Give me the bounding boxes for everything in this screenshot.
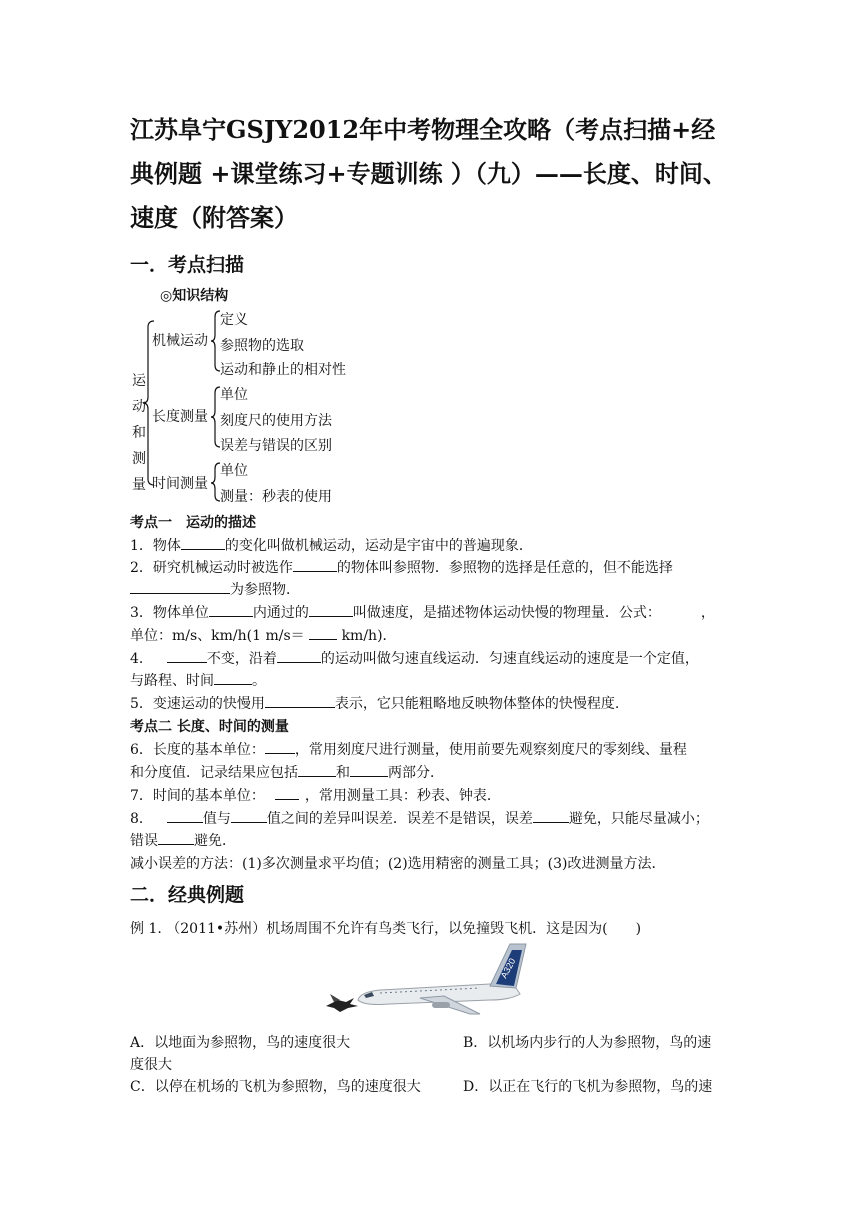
branch-item: 参照物的选取 bbox=[220, 338, 304, 354]
text: 的变化叫做机械运动，运动是宇宙中的普遍现象． bbox=[224, 538, 533, 554]
question-3-cont bbox=[130, 625, 397, 647]
brace-time bbox=[211, 463, 220, 501]
branch-item: 定义 bbox=[220, 312, 248, 328]
branch-item: 运动和静止的相对性 bbox=[220, 362, 346, 378]
option-c: C．以停在机场的飞机为参照物，鸟的速度很大 bbox=[130, 1079, 421, 1095]
text: 值与 bbox=[202, 811, 231, 827]
fill-blank bbox=[298, 762, 336, 777]
branch-mechanical-motion: 机械运动 bbox=[152, 333, 208, 349]
fill-blank bbox=[350, 762, 388, 777]
fill-blank bbox=[181, 535, 225, 550]
question-5 bbox=[130, 693, 619, 715]
knowledge-heading: ◎知识结构 bbox=[160, 288, 229, 304]
question-3 bbox=[130, 602, 715, 624]
text: ， bbox=[700, 605, 715, 621]
text: 1．物体 bbox=[130, 538, 181, 554]
branch-item: 刻度尺的使用方法 bbox=[220, 413, 332, 429]
airplane-icon bbox=[358, 944, 526, 1014]
document-title: 江苏阜宁GSJY2012年中考物理全攻略（考点扫描+经典例题 +课堂练习+专题训练 ）（九）——长度、时间、速度（附答案） bbox=[130, 115, 727, 232]
text: 值之间的差异叫误差．误差不是错误，误差 bbox=[266, 811, 533, 827]
text: 单位：m/s、km/h(1 m/s＝ bbox=[130, 628, 310, 644]
fill-blank bbox=[309, 602, 353, 617]
text: 和 bbox=[336, 765, 350, 781]
text: km/h)． bbox=[337, 628, 397, 644]
text: 叫做速度，是描述物体运动快慢的物理量．公式： bbox=[352, 605, 661, 621]
question-2-cont bbox=[130, 579, 300, 601]
fill-blank bbox=[533, 808, 569, 823]
tree-root-char: 测 bbox=[132, 451, 146, 467]
text: 两部分． bbox=[388, 765, 444, 781]
brace-mechanical bbox=[211, 311, 220, 371]
fill-blank bbox=[158, 830, 194, 845]
fill-blank bbox=[309, 625, 337, 640]
text: 2．研究机械运动时被选作 bbox=[130, 560, 293, 576]
text: 为参照物． bbox=[230, 582, 300, 598]
text: 避免． bbox=[194, 833, 236, 849]
bird-icon bbox=[326, 994, 358, 1012]
question-2 bbox=[130, 557, 673, 579]
key-point-2-heading: 考点二 长度、时间的测量 bbox=[130, 719, 289, 735]
branch-length-measurement: 长度测量 bbox=[152, 409, 208, 425]
fill-blank bbox=[277, 648, 321, 663]
option-a: A．以地面为参照物，鸟的速度很大 bbox=[130, 1035, 351, 1051]
brace-length bbox=[211, 387, 220, 447]
text: 和分度值．记录结果应包括 bbox=[130, 765, 298, 781]
question-6 bbox=[130, 739, 687, 761]
key-point-1-heading: 考点一 运动的描述 bbox=[130, 515, 256, 531]
branch-item: 单位 bbox=[220, 463, 248, 479]
section-heading-1: 一．考点扫描 bbox=[130, 254, 245, 276]
fill-blank bbox=[214, 670, 252, 685]
text: 6．长度的基本单位： bbox=[130, 742, 265, 758]
fill-blank bbox=[293, 557, 337, 572]
branch-time-measurement: 时间测量 bbox=[152, 476, 208, 492]
text: 7．时间的基本单位： bbox=[130, 788, 265, 804]
question-8 bbox=[130, 808, 709, 830]
tail-label: A320 bbox=[498, 956, 518, 980]
option-d: D．以正在飞行的飞机为参照物，鸟的速 bbox=[463, 1079, 713, 1095]
text: 5．变速运动的快慢用 bbox=[130, 696, 265, 712]
text: 。 bbox=[252, 673, 266, 689]
option-a-continued: 度很大 bbox=[130, 1057, 172, 1073]
text: 3．物体单位 bbox=[130, 605, 209, 621]
question-6-cont bbox=[130, 762, 444, 784]
question-4-cont bbox=[130, 670, 266, 692]
fill-blank bbox=[167, 648, 207, 663]
text: 与路程、时间 bbox=[130, 673, 214, 689]
fill-blank bbox=[265, 693, 335, 708]
text: 表示，它只能粗略地反映物体整体的快慢程度. bbox=[334, 696, 620, 712]
text: 不变，沿着 bbox=[206, 651, 277, 667]
text: 错误 bbox=[130, 833, 158, 849]
example-1-question: 例 1. （2011•苏州）机场周围不允许有鸟类飞行，以免撞毁飞机．这是因为( ) bbox=[130, 921, 642, 937]
branch-item: 误差与错误的区别 bbox=[220, 438, 332, 454]
text: ，常用刻度尺进行测量，使用前要先观察刻度尺的零刻线、量程 bbox=[294, 742, 687, 758]
tree-root-char: 运 bbox=[132, 373, 146, 389]
reduce-error-methods: 减小误差的方法：(1)多次测量求平均值；(2)选用精密的测量工具；(3)改进测量方法． bbox=[130, 856, 666, 872]
fill-blank bbox=[275, 785, 299, 800]
fill-blank bbox=[130, 579, 230, 594]
text: 内通过的 bbox=[252, 605, 309, 621]
question-4 bbox=[130, 648, 699, 670]
tree-root-char: 动 bbox=[132, 399, 146, 415]
branch-item: 测量：秒表的使用 bbox=[220, 489, 332, 505]
text: ，常用测量工具：秒表、钟表． bbox=[304, 788, 501, 804]
section-heading-2: 二．经典例题 bbox=[130, 884, 245, 906]
fill-blank bbox=[231, 808, 267, 823]
airplane-bird-illustration bbox=[320, 940, 540, 1020]
fill-blank bbox=[167, 808, 203, 823]
option-b: B．以机场内步行的人为参照物，鸟的速 bbox=[463, 1035, 712, 1051]
tree-root-char: 量 bbox=[132, 477, 146, 493]
text: 8． bbox=[130, 811, 153, 827]
text: 的运动叫做匀速直线运动．匀速直线运动的速度是一个定值， bbox=[320, 651, 699, 667]
question-1 bbox=[130, 535, 533, 557]
branch-item: 单位 bbox=[220, 387, 248, 403]
text: 的物体叫参照物．参照物的选择是任意的，但不能选择 bbox=[336, 560, 673, 576]
text: 避免，只能尽量减小； bbox=[568, 811, 709, 827]
fill-blank bbox=[209, 602, 253, 617]
fill-blank bbox=[265, 739, 295, 754]
question-8-cont bbox=[130, 830, 236, 852]
question-7 bbox=[130, 785, 501, 807]
tree-root-char: 和 bbox=[132, 425, 146, 441]
text: 4． bbox=[130, 651, 153, 667]
